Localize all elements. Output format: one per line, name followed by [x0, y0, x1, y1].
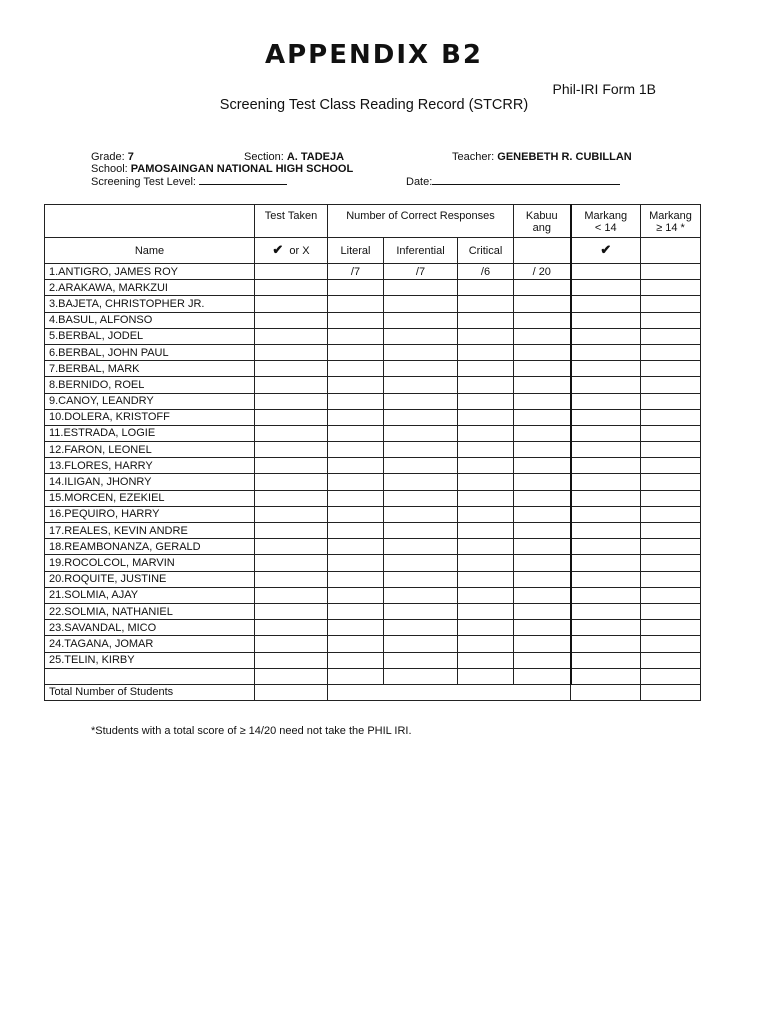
- literal-score: [328, 458, 384, 474]
- teacher-field: [452, 151, 632, 163]
- total-students-row: [45, 684, 701, 700]
- table-row: [45, 264, 701, 280]
- page-title: APPENDIX B2: [264, 40, 483, 70]
- critical-score: [458, 409, 514, 425]
- critical-score: [458, 474, 514, 490]
- total-score: [514, 296, 571, 312]
- inferential-score: [384, 296, 458, 312]
- header-markang-ge14: Markang ≥ 14 *: [641, 205, 701, 238]
- check-icon: ✔: [600, 242, 612, 257]
- table-row: [45, 603, 701, 619]
- test-taken-cell: [255, 377, 328, 393]
- total-score: [514, 555, 571, 571]
- footnote: *Students with a total score of ≥ 14/20 need not take the PHIL IRI.: [91, 725, 412, 737]
- markang-lt14-cell: [571, 409, 641, 425]
- markang-lt14-cell: [571, 652, 641, 668]
- header-critical: Critical: [458, 238, 514, 264]
- header-markang-check: [571, 238, 641, 264]
- markang-ge14-cell: [641, 523, 701, 539]
- student-name: 7.BERBAL, MARK: [45, 361, 255, 377]
- critical-score: [458, 312, 514, 328]
- literal-score: [328, 490, 384, 506]
- test-taken-cell: [255, 264, 328, 280]
- literal-score: [328, 523, 384, 539]
- table-row: [45, 458, 701, 474]
- total-score: [514, 490, 571, 506]
- markang-ge14-cell: [641, 296, 701, 312]
- header-row-2: [45, 238, 701, 264]
- test-taken-cell: [255, 328, 328, 344]
- literal-score: [328, 280, 384, 296]
- markang-lt14-cell: [571, 264, 641, 280]
- student-name: 25.TELIN, KIRBY: [45, 652, 255, 668]
- total-score: [514, 587, 571, 603]
- test-taken-cell: [255, 344, 328, 360]
- literal-score: /7: [328, 264, 384, 280]
- test-taken-cell: [255, 587, 328, 603]
- table-row: [45, 312, 701, 328]
- total-students-label: Total Number of Students: [45, 684, 255, 700]
- markang-ge14-cell: [641, 458, 701, 474]
- table-row: [45, 361, 701, 377]
- page-subtitle: Screening Test Class Reading Record (STCRR): [219, 97, 529, 113]
- header-test-taken: Test Taken: [255, 205, 328, 238]
- markang-lt14-cell: [571, 442, 641, 458]
- school-label: School:: [91, 163, 128, 175]
- inferential-score: [384, 490, 458, 506]
- critical-score: [458, 571, 514, 587]
- header-markang-ge-blank: [641, 238, 701, 264]
- test-taken-cell: [255, 555, 328, 571]
- inferential-score: [384, 555, 458, 571]
- literal-score: [328, 312, 384, 328]
- student-name: 12.FARON, LEONEL: [45, 442, 255, 458]
- markang-lt14-cell: [571, 280, 641, 296]
- blank-cell: [641, 668, 701, 684]
- header-check-or-x: ✔ or X: [255, 238, 328, 264]
- student-name: 17.REALES, KEVIN ANDRE: [45, 523, 255, 539]
- markang-lt14-cell: [571, 539, 641, 555]
- critical-score: [458, 490, 514, 506]
- literal-score: [328, 344, 384, 360]
- student-name: 1.ANTIGRO, JAMES ROY: [45, 264, 255, 280]
- section-field: [244, 151, 344, 163]
- critical-score: [458, 587, 514, 603]
- school-value: PAMOSAINGAN NATIONAL HIGH SCHOOL: [130, 163, 354, 175]
- inferential-score: [384, 328, 458, 344]
- markang-ge14-cell: [641, 555, 701, 571]
- date-label: Date:: [406, 176, 433, 188]
- inferential-score: [384, 636, 458, 652]
- total-score: [514, 312, 571, 328]
- test-taken-cell: [255, 474, 328, 490]
- critical-score: [458, 603, 514, 619]
- total-score: [514, 425, 571, 441]
- literal-score: [328, 296, 384, 312]
- student-name: 5.BERBAL, JODEL: [45, 328, 255, 344]
- literal-score: [328, 377, 384, 393]
- inferential-score: [384, 474, 458, 490]
- inferential-score: /7: [384, 264, 458, 280]
- critical-score: [458, 425, 514, 441]
- total-score: [514, 442, 571, 458]
- markang-lt14-cell: [571, 587, 641, 603]
- critical-score: [458, 620, 514, 636]
- critical-score: [458, 328, 514, 344]
- markang-ge14-cell: [641, 620, 701, 636]
- test-taken-cell: [255, 490, 328, 506]
- literal-score: [328, 620, 384, 636]
- critical-score: [458, 458, 514, 474]
- inferential-score: [384, 280, 458, 296]
- markang-ge14-cell: [641, 393, 701, 409]
- inferential-score: [384, 361, 458, 377]
- markang-ge14-cell: [641, 377, 701, 393]
- blank-cell: [328, 668, 384, 684]
- test-taken-cell: [255, 506, 328, 522]
- total-score: [514, 636, 571, 652]
- table-row: [45, 571, 701, 587]
- header-correct-responses: Number of Correct Responses: [328, 205, 514, 238]
- literal-score: [328, 603, 384, 619]
- table-row: [45, 620, 701, 636]
- total-score: [514, 571, 571, 587]
- table-row: [45, 377, 701, 393]
- grade-label: Grade:: [91, 151, 125, 163]
- table-row: [45, 409, 701, 425]
- table-row: [45, 344, 701, 360]
- blank-cell: [45, 668, 255, 684]
- student-name: 11.ESTRADA, LOGIE: [45, 425, 255, 441]
- test-taken-cell: [255, 458, 328, 474]
- table-row: [45, 555, 701, 571]
- table-row: [45, 442, 701, 458]
- table-row: [45, 652, 701, 668]
- inferential-score: [384, 312, 458, 328]
- inferential-score: [384, 539, 458, 555]
- total-score: [514, 409, 571, 425]
- markang-lt14-cell: [571, 506, 641, 522]
- test-taken-cell: [255, 361, 328, 377]
- header-literal: Literal: [328, 238, 384, 264]
- student-name: 4.BASUL, ALFONSO: [45, 312, 255, 328]
- inferential-score: [384, 523, 458, 539]
- student-name: 9.CANOY, LEANDRY: [45, 393, 255, 409]
- grade-value: 7: [127, 151, 134, 163]
- test-taken-cell: [255, 296, 328, 312]
- inferential-score: [384, 506, 458, 522]
- total-score: [514, 344, 571, 360]
- test-taken-cell: [255, 620, 328, 636]
- markang-lt14-cell: [571, 571, 641, 587]
- header-total-blank: [514, 238, 571, 264]
- markang-ge14-cell: [641, 506, 701, 522]
- inferential-score: [384, 377, 458, 393]
- inferential-score: [384, 571, 458, 587]
- student-name: 13.FLORES, HARRY: [45, 458, 255, 474]
- inferential-score: [384, 652, 458, 668]
- literal-score: [328, 571, 384, 587]
- total-score: [514, 603, 571, 619]
- total-test-taken-cell: [255, 684, 328, 700]
- student-name: 3.BAJETA, CHRISTOPHER JR.: [45, 296, 255, 312]
- inferential-score: [384, 409, 458, 425]
- header-kabuuang: Kabuu ang: [514, 205, 571, 238]
- blank-cell: [514, 668, 571, 684]
- section-value: A. TADEJA: [286, 151, 345, 163]
- check-icon: ✔: [272, 242, 284, 257]
- total-score: [514, 393, 571, 409]
- date-blank: [432, 175, 620, 185]
- student-name: 22.SOLMIA, NATHANIEL: [45, 603, 255, 619]
- inferential-score: [384, 442, 458, 458]
- critical-score: [458, 442, 514, 458]
- markang-lt14-cell: [571, 490, 641, 506]
- section-label: Section:: [244, 151, 284, 163]
- markang-ge14-cell: [641, 280, 701, 296]
- table-row: [45, 587, 701, 603]
- student-name: 21.SOLMIA, AJAY: [45, 587, 255, 603]
- markang-lt14-cell: [571, 523, 641, 539]
- table-row: [45, 474, 701, 490]
- total-score: / 20: [514, 264, 571, 280]
- markang-ge14-cell: [641, 636, 701, 652]
- test-level-label: Screening Test Level:: [91, 176, 196, 188]
- blank-cell: [571, 668, 641, 684]
- total-score: [514, 539, 571, 555]
- student-name: 16.PEQUIRO, HARRY: [45, 506, 255, 522]
- markang-lt14-cell: [571, 474, 641, 490]
- teacher-value: GENEBETH R. CUBILLAN: [497, 151, 632, 163]
- test-taken-cell: [255, 393, 328, 409]
- markang-lt14-cell: [571, 393, 641, 409]
- test-taken-cell: [255, 312, 328, 328]
- table-row: [45, 506, 701, 522]
- blank-cell: [458, 668, 514, 684]
- header-markang-lt14: Markang < 14: [571, 205, 641, 238]
- literal-score: [328, 409, 384, 425]
- markang-ge14-cell: [641, 344, 701, 360]
- markang-lt14-cell: [571, 296, 641, 312]
- table-row: [45, 636, 701, 652]
- table-row: [45, 425, 701, 441]
- markang-lt14-cell: [571, 458, 641, 474]
- test-taken-cell: [255, 603, 328, 619]
- markang-lt14-cell: [571, 361, 641, 377]
- markang-lt14-cell: [571, 620, 641, 636]
- markang-lt14-cell: [571, 555, 641, 571]
- critical-score: [458, 296, 514, 312]
- grade-field: [91, 151, 134, 163]
- literal-score: [328, 361, 384, 377]
- markang-ge14-cell: [641, 652, 701, 668]
- student-name: 15.MORCEN, EZEKIEL: [45, 490, 255, 506]
- table-row: [45, 539, 701, 555]
- literal-score: [328, 506, 384, 522]
- inferential-score: [384, 620, 458, 636]
- total-score: [514, 280, 571, 296]
- blank-cell: [255, 668, 328, 684]
- total-score: [514, 523, 571, 539]
- header-row-1: [45, 205, 701, 238]
- inferential-score: [384, 344, 458, 360]
- table-row: [45, 296, 701, 312]
- reading-record-table: [44, 204, 701, 701]
- inferential-score: [384, 393, 458, 409]
- markang-ge14-cell: [641, 442, 701, 458]
- markang-ge14-cell: [641, 264, 701, 280]
- markang-lt14-cell: [571, 312, 641, 328]
- student-name: 14.ILIGAN, JHONRY: [45, 474, 255, 490]
- critical-score: [458, 523, 514, 539]
- test-taken-cell: [255, 652, 328, 668]
- markang-ge14-cell: [641, 490, 701, 506]
- markang-lt14-cell: [571, 377, 641, 393]
- test-taken-cell: [255, 571, 328, 587]
- critical-score: [458, 377, 514, 393]
- teacher-label: Teacher:: [452, 151, 495, 163]
- test-taken-cell: [255, 280, 328, 296]
- markang-lt14-cell: [571, 636, 641, 652]
- markang-ge14-cell: [641, 409, 701, 425]
- markang-ge14-cell: [641, 312, 701, 328]
- header-name: Name: [45, 238, 255, 264]
- blank-cell: [384, 668, 458, 684]
- student-name: 19.ROCOLCOL, MARVIN: [45, 555, 255, 571]
- literal-score: [328, 539, 384, 555]
- student-name: 6.BERBAL, JOHN PAUL: [45, 344, 255, 360]
- critical-score: [458, 344, 514, 360]
- test-taken-cell: [255, 442, 328, 458]
- header-blank-cell: [45, 205, 255, 238]
- school-field: [91, 163, 353, 175]
- critical-score: [458, 393, 514, 409]
- critical-score: [458, 539, 514, 555]
- test-taken-cell: [255, 409, 328, 425]
- table-row: [45, 490, 701, 506]
- test-taken-cell: [255, 425, 328, 441]
- total-score: [514, 328, 571, 344]
- date-field: [406, 175, 620, 188]
- markang-lt14-cell: [571, 425, 641, 441]
- student-name: 24.TAGANA, JOMAR: [45, 636, 255, 652]
- total-score: [514, 361, 571, 377]
- critical-score: /6: [458, 264, 514, 280]
- literal-score: [328, 474, 384, 490]
- literal-score: [328, 393, 384, 409]
- test-level-field: [91, 175, 287, 188]
- markang-lt14-cell: [571, 328, 641, 344]
- total-merged-cell: [328, 684, 571, 700]
- literal-score: [328, 425, 384, 441]
- literal-score: [328, 652, 384, 668]
- inferential-score: [384, 587, 458, 603]
- inferential-score: [384, 458, 458, 474]
- student-name: 23.SAVANDAL, MICO: [45, 620, 255, 636]
- markang-ge14-cell: [641, 603, 701, 619]
- markang-lt14-cell: [571, 603, 641, 619]
- total-score: [514, 620, 571, 636]
- markang-ge14-cell: [641, 328, 701, 344]
- form-code: Phil-IRI Form 1B: [552, 81, 656, 97]
- literal-score: [328, 442, 384, 458]
- student-name: 10.DOLERA, KRISTOFF: [45, 409, 255, 425]
- student-name: 20.ROQUITE, JUSTINE: [45, 571, 255, 587]
- table-row-blank: [45, 668, 701, 684]
- total-markang-lt14-cell: [571, 684, 641, 700]
- markang-lt14-cell: [571, 344, 641, 360]
- critical-score: [458, 555, 514, 571]
- test-taken-cell: [255, 539, 328, 555]
- inferential-score: [384, 603, 458, 619]
- total-score: [514, 458, 571, 474]
- critical-score: [458, 652, 514, 668]
- total-markang-ge14-cell: [641, 684, 701, 700]
- literal-score: [328, 636, 384, 652]
- literal-score: [328, 328, 384, 344]
- student-name: 8.BERNIDO, ROEL: [45, 377, 255, 393]
- student-name: 18.REAMBONANZA, GERALD: [45, 539, 255, 555]
- total-score: [514, 377, 571, 393]
- markang-ge14-cell: [641, 571, 701, 587]
- critical-score: [458, 506, 514, 522]
- literal-score: [328, 555, 384, 571]
- header-inferential: Inferential: [384, 238, 458, 264]
- markang-ge14-cell: [641, 587, 701, 603]
- critical-score: [458, 361, 514, 377]
- critical-score: [458, 636, 514, 652]
- table-row: [45, 328, 701, 344]
- total-score: [514, 474, 571, 490]
- literal-score: [328, 587, 384, 603]
- total-score: [514, 506, 571, 522]
- student-name: 2.ARAKAWA, MARKZUI: [45, 280, 255, 296]
- inferential-score: [384, 425, 458, 441]
- test-taken-cell: [255, 636, 328, 652]
- table-row: [45, 393, 701, 409]
- table-row: [45, 523, 701, 539]
- table-row: [45, 280, 701, 296]
- markang-ge14-cell: [641, 474, 701, 490]
- markang-ge14-cell: [641, 539, 701, 555]
- total-score: [514, 652, 571, 668]
- markang-ge14-cell: [641, 361, 701, 377]
- test-taken-cell: [255, 523, 328, 539]
- markang-ge14-cell: [641, 425, 701, 441]
- test-level-blank: [199, 175, 287, 185]
- critical-score: [458, 280, 514, 296]
